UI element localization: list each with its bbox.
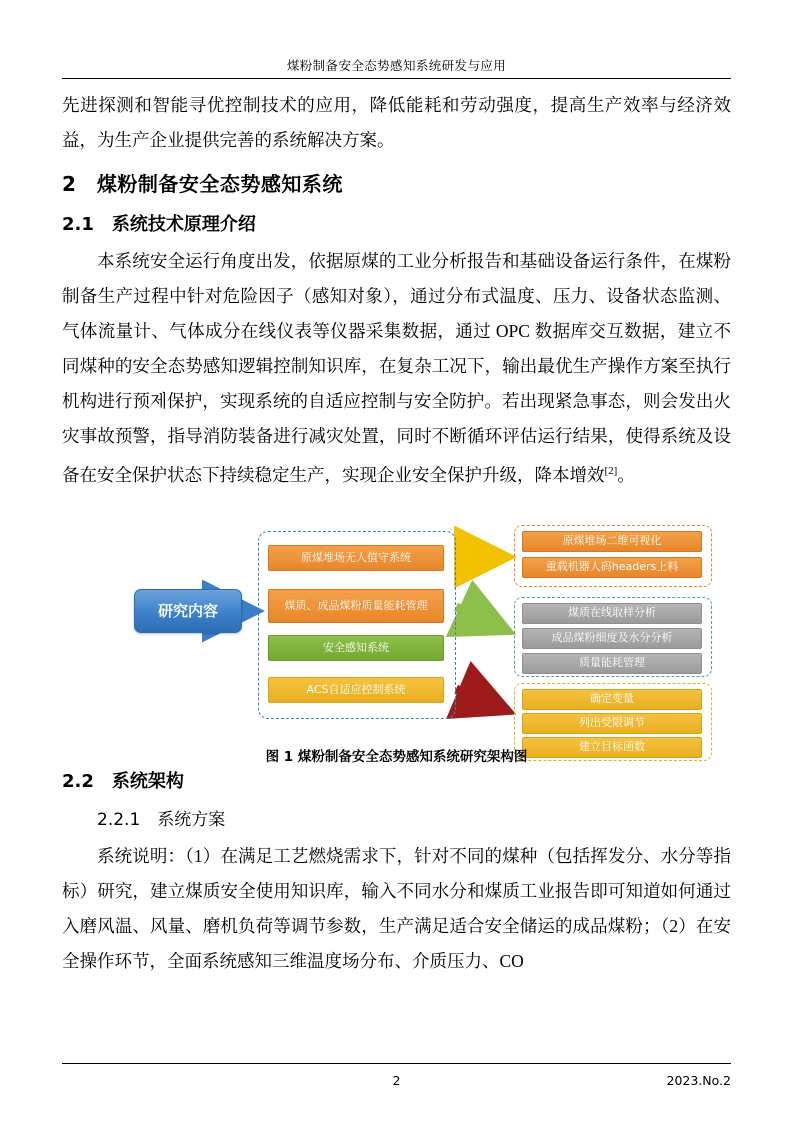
header-divider <box>62 78 731 79</box>
page-content <box>62 88 731 979</box>
figure-node-fineness-moisture: 成品煤粉细度及水分分析 <box>522 628 702 649</box>
figure-node-safety-sensing: 安全感知系统 <box>268 635 444 661</box>
heading-section-2: 2 煤粉制备安全态势感知系统 <box>62 172 343 196</box>
page-footer <box>62 1073 731 1088</box>
paragraph-principle-text: 本系统安全运行角度出发，依据原煤的工业分析报告和基础设备运行条件，在煤粉制备生产过程中针对危险因子（感知对象），通过分布式温度、压力、设备状态监测、气体流量计、气体成分在线仪表等仪器采集数据，通过 OPC 数据库交互数据，建立不同煤种的安全态势感知逻辑控制知识库，在复杂工况下，输出最优生产操作方案至执行机构进行预제保护，实现系统的自适应控制与安全防护。若出现紧急事态，则会发出火灾事故预警，指导消防装备进行减灾处置，同时不断循环评估运行结果，使得系统及设备在安全保护状态下持续稳定生产，实现企业安全保护升级，降本增效 <box>62 251 731 485</box>
figure-node-acs: ACS自适应控制系统 <box>268 677 444 703</box>
figure-architecture <box>62 511 731 765</box>
figure-canvas <box>62 511 731 754</box>
footer-issue: 2023.No.2 <box>666 1073 731 1088</box>
paragraph-principle <box>62 244 731 493</box>
heading-section-2-2: 2.2 系统架构 <box>62 770 184 792</box>
figure-node-yard-unmanned: 原煤堆场无人值守系统 <box>268 545 444 571</box>
figure-node-online-sampling: 煤质在线取样分析 <box>522 603 702 624</box>
figure-node-define-variable: 确定变量 <box>522 689 702 710</box>
paragraph-principle-end: 。 <box>617 464 635 485</box>
paragraph-continued: 先进探测和智能寻优控制技术的应用，降低能耗和劳动强度，提高生产效率与经济效益，为生产企业提供完善的系统解决方案。 <box>62 95 731 150</box>
heading-section-2-2-1: 2.2.1 系统方案 <box>97 809 226 830</box>
footer-divider <box>62 1063 731 1064</box>
figure-node-quality-energy: 煤质、成品煤粉质量能耗管理 <box>268 589 444 623</box>
figure-node-root: 研究内容 <box>134 589 242 633</box>
figure-node-list-constraints: 列出受限调节 <box>522 713 702 734</box>
footer-page-number: 2 <box>392 1073 401 1088</box>
reference-marker: [2] <box>604 465 618 477</box>
figure-node-yard-3d: 原煤堆场二维可视化 <box>522 531 702 552</box>
figure-caption: 图 1 煤粉制备安全态势感知系统研究架构图 <box>265 748 528 765</box>
heading-section-2-1: 2.1 系统技术原理介绍 <box>62 214 256 235</box>
figure-node-quality-energy-mgmt: 质量能耗管理 <box>522 653 702 674</box>
running-header: 煤粉制备安全态势感知系统研发与应用 <box>286 58 507 73</box>
figure-node-robot-stacking: 重载机器人码headers上料 <box>522 557 702 578</box>
paragraph-scheme: 系统说明：（1）在满足工艺燃烧需求下，针对不同的煤种（包括挥发分、水分等指标）研究，建立煤质安全使用知识库，输入不同水分和煤质工业报告即可知道如何通过入磨风温、风量、磨机负荷等调节参数，生产满足适合安全储运的成品煤粉；（2）在安全操作环节，全面系统感知三维温度场分布、介质压力、CO <box>62 845 731 971</box>
figure-node-objective-function: 建立目标函数 <box>522 737 702 758</box>
